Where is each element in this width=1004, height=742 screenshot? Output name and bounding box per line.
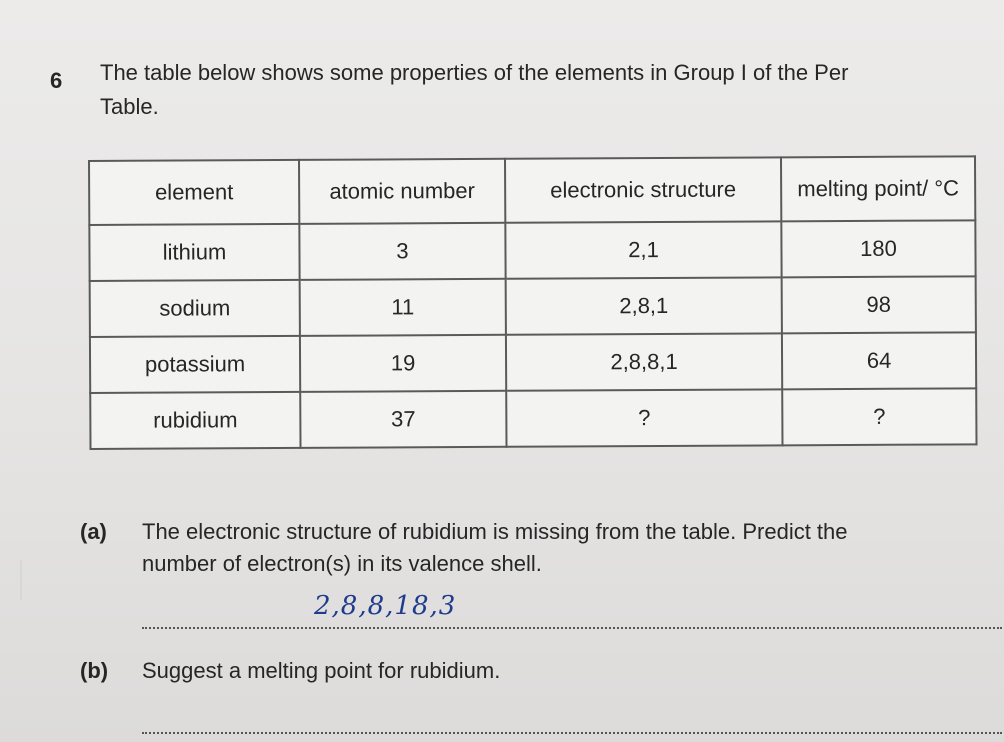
cell-atomic-number: 3 — [299, 223, 505, 280]
table-row — [89, 220, 975, 281]
cell-atomic-number: 19 — [300, 335, 506, 392]
intro-line-2: Table. — [100, 94, 159, 119]
header-element: element — [89, 160, 299, 225]
answer-line-b — [142, 712, 1002, 734]
table-row — [90, 276, 976, 337]
cell-electronic-structure: ? — [506, 389, 782, 446]
cell-melting-point: 180 — [781, 220, 975, 277]
table-header-row — [89, 156, 975, 225]
intro-line-1: The table below shows some properties of the elements in Group I of the Per — [100, 60, 849, 85]
part-a-line-2: number of electron(s) in its valence shell. — [142, 551, 542, 576]
cell-element: potassium — [90, 336, 300, 393]
table-row — [90, 332, 976, 393]
header-melting-point: melting point/ °C — [781, 156, 975, 221]
page-bleed-mark — [20, 560, 62, 600]
question-intro — [100, 56, 1004, 124]
cell-melting-point: 98 — [782, 276, 976, 333]
question-number: 6 — [50, 68, 63, 93]
cell-atomic-number: 37 — [300, 391, 506, 448]
cell-electronic-structure: 2,8,8,1 — [506, 333, 782, 390]
part-a-question — [142, 516, 848, 580]
header-atomic-number: atomic number — [299, 159, 505, 224]
cell-melting-point: 64 — [782, 332, 976, 389]
cell-atomic-number: 11 — [300, 279, 506, 336]
cell-electronic-structure: 2,8,1 — [506, 277, 782, 334]
table-row — [90, 388, 976, 449]
cell-element: rubidium — [90, 392, 300, 449]
header-electronic-structure: electronic structure — [505, 157, 781, 222]
cell-melting-point: ? — [782, 388, 976, 445]
cell-element: lithium — [89, 224, 299, 281]
properties-table — [88, 155, 978, 450]
cell-element: sodium — [90, 280, 300, 337]
answer-line-a — [142, 591, 1002, 629]
part-a-label: (a) — [80, 519, 107, 544]
cell-electronic-structure: 2,1 — [505, 221, 781, 278]
part-b-question: Suggest a melting point for rubidium. — [142, 658, 501, 683]
handwritten-answer: 2,8,8,18,3 — [314, 591, 457, 621]
part-a-line-1: The electronic structure of rubidium is missing from the table. Predict the — [142, 519, 848, 544]
part-b-label: (b) — [80, 658, 109, 683]
